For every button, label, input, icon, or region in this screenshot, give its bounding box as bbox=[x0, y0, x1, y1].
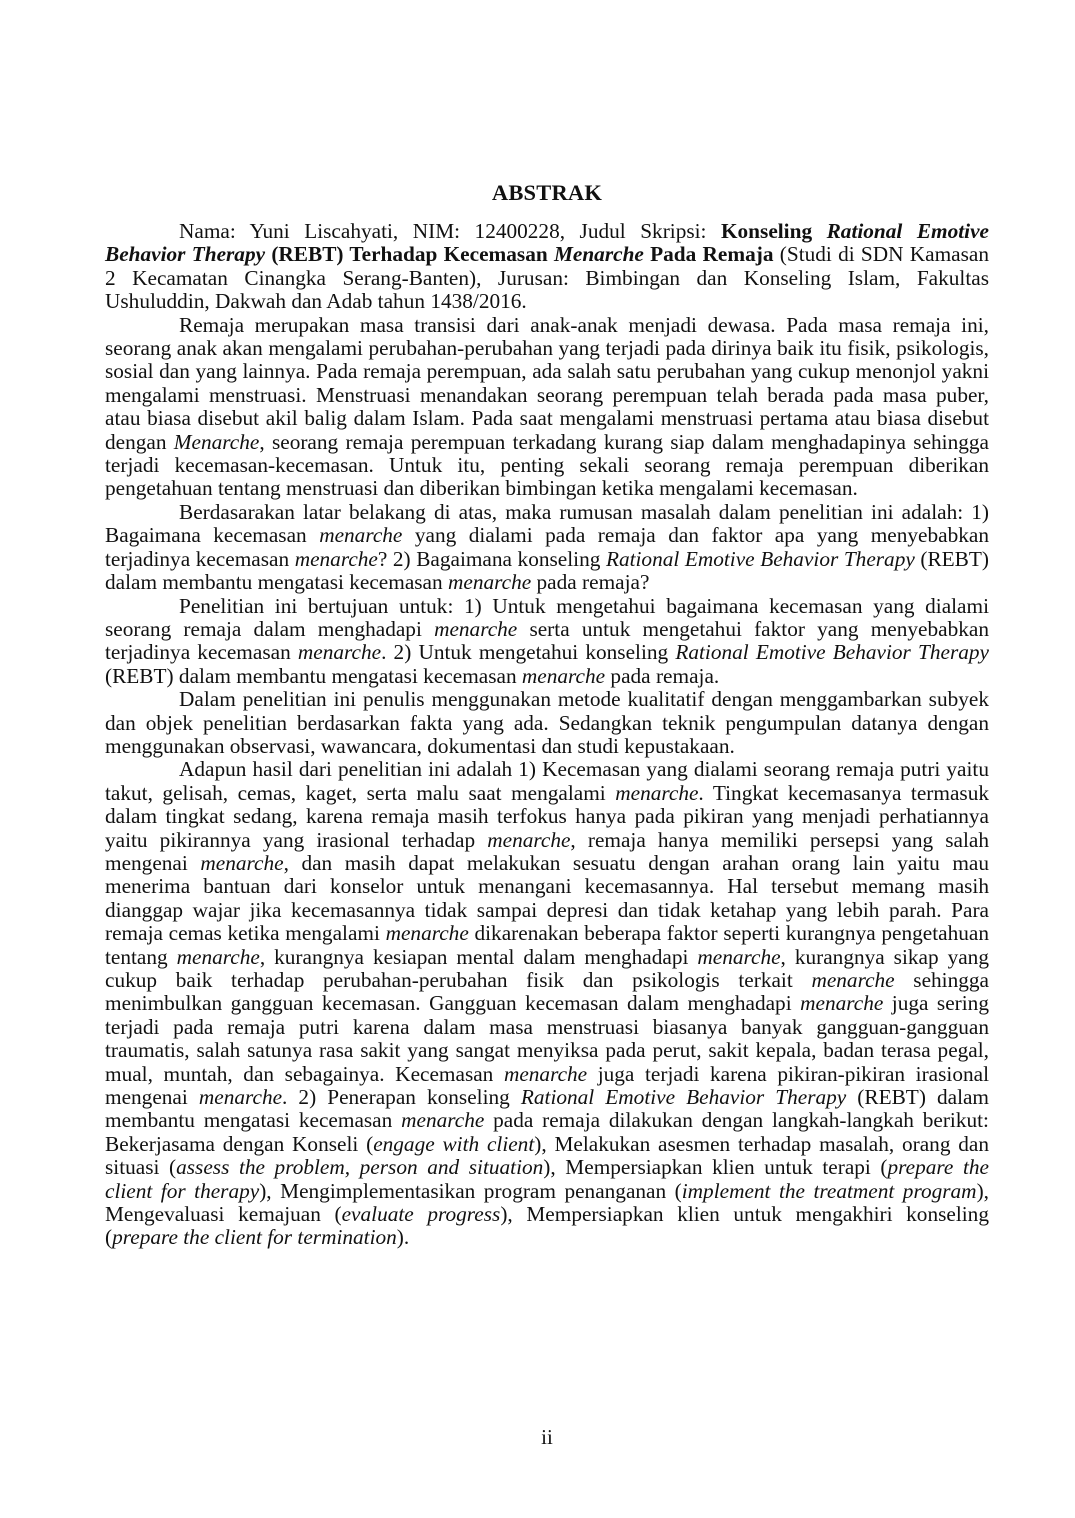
text-run: Rational Emotive Behavior Therapy bbox=[605, 546, 915, 571]
text-run: Penelitian ini bertujuan untuk: 1) Untuk mengetahui bagaimana kecemasan yang dialami seorang remaja dalam menghadapi bbox=[105, 593, 989, 641]
text-run: menarche bbox=[319, 523, 403, 548]
text-run: menarche bbox=[697, 944, 781, 969]
text-run: implement the treatment program bbox=[681, 1178, 977, 1203]
text-run: assess the problem, person and situation bbox=[176, 1155, 544, 1180]
text-run: pada remaja? bbox=[531, 570, 650, 595]
text-run: menarche bbox=[448, 570, 532, 595]
text-run: , kurangnya kesiapan mental dalam menghadapi bbox=[259, 944, 698, 969]
text-run: Rational Emotive Behavior Therapy bbox=[675, 640, 989, 665]
abstract-paragraph bbox=[105, 595, 989, 689]
text-run: engage with client bbox=[373, 1131, 535, 1156]
text-run: yang dialami pada remaja dan faktor apa yang menyebabkan terjadinya kecemasan bbox=[105, 523, 989, 571]
page-title: ABSTRAK bbox=[491, 180, 603, 205]
text-run: Menarche bbox=[173, 429, 260, 454]
text-run: menarche bbox=[503, 1061, 588, 1086]
abstract-paragraph bbox=[105, 314, 989, 501]
text-run: juga sering terjadi pada remaja putri karena dalam masa menstruasi biasanya banyak gangguan-gangguan traumatis, salah satunya rasa sakit yang sangat menyiksa pada perut, sakit kepala, badan terasa pegal, mual, muntah, dan sebagainya. Kecemasan bbox=[105, 991, 989, 1086]
abstract-paragraph bbox=[105, 220, 989, 314]
text-run: menarche bbox=[294, 546, 378, 571]
text-run: Menarche bbox=[553, 242, 644, 267]
text-run: ? 2) Bagaimana konseling bbox=[377, 546, 606, 571]
text-run: Remaja merupakan masa transisi dari anak-anak menjadi dewasa. Pada masa remaja ini, seorang anak akan mengalami perubahan-perubahan yang terjadi pada dirinya baik itu fisik, psikologis, sosial dan yang lainnya. Pada remaja perempuan, ada salah satu perubahan yang cukup menonjol yakni mengalami menstruasi. Menstruasi menandakan seorang perempuan telah berada pada masa puber, atau biasa disebut akil balig dalam Islam. Pada saat mengalami menstruasi pertama atau biasa disebut dengan bbox=[105, 312, 989, 454]
text-run: ), Melakukan asesmen terhadap masalah, orang dan situasi ( bbox=[105, 1131, 990, 1180]
text-run: menarche bbox=[401, 1108, 485, 1133]
text-run: pada remaja. bbox=[605, 663, 720, 688]
text-run: , kurangnya sikap yang cukup baik terhadap perubahan-perubahan fisik dan psikologis terkait bbox=[105, 944, 989, 992]
text-run: ). bbox=[396, 1225, 410, 1250]
text-run: prepare the client for termination bbox=[112, 1225, 397, 1250]
text-run: . Tingkat kecemasanya termasuk dalam tingkat sedang, karena remaja masih terfokus hanya pada pikiran yang menjadi perhatiannya yaitu pikirannya yang irasional terhadap bbox=[105, 780, 989, 852]
text-run: Adapun hasil dari penelitian ini adalah 1) Kecemasan yang dialami seorang remaja putri yaitu takut, gelisah, cemas, kaget, serta malu saat mengalami bbox=[105, 757, 989, 805]
text-run: Pada Remaja bbox=[643, 242, 774, 267]
abstract-paragraph bbox=[105, 758, 989, 1250]
page-number: ii bbox=[541, 1425, 553, 1449]
text-run: menarche bbox=[297, 640, 382, 665]
text-run: juga terjadi karena pikiran-pikiran irasional mengenai bbox=[105, 1061, 989, 1110]
text-run: menarche bbox=[176, 944, 260, 969]
text-run: Dalam penelitian ini penulis menggunakan metode kualitatif dengan menggambarkan subyek dan objek penelitian berdasarkan fakta yang ada. Sedangkan teknik pengumpulan datanya dengan menggunakan observasi, wawancara, dokumentasi dan studi kepustakaan. bbox=[105, 687, 989, 758]
text-run: ), Mempersiapkan klien untuk mengakhiri konseling ( bbox=[105, 1202, 989, 1250]
text-run: serta untuk mengetahui faktor yang menyebabkan terjadinya kecemasan bbox=[105, 616, 989, 665]
text-run: menarche bbox=[521, 663, 606, 688]
text-run: (REBT) dalam membantu mengatasi kecemasan bbox=[105, 546, 989, 595]
text-run: (Studi di SDN Kamasan 2 Kecamatan Cinangka Serang-Banten), Jurusan: Bimbingan dan Konseling Islam, Fakultas Ushuluddin, Dakwah dan Adab tahun 1438/2016. bbox=[105, 242, 989, 314]
abstract-body bbox=[105, 220, 989, 1250]
text-run: menarche bbox=[200, 850, 284, 875]
text-run: menarche bbox=[385, 921, 469, 946]
text-run: prepare the client for therapy bbox=[105, 1155, 989, 1203]
text-run: Rational Emotive Behavior Therapy bbox=[520, 1085, 847, 1110]
text-run: menarche bbox=[615, 780, 699, 805]
text-run: ), Mengimplementasikan program penanganan ( bbox=[259, 1178, 682, 1203]
text-run: menarche bbox=[811, 968, 895, 992]
text-run: , remaja hanya memiliki persepsi yang salah mengenai bbox=[105, 827, 989, 875]
text-run: pada remaja dilakukan dengan langkah-langkah berikut: Bekerjasama dengan Konseli ( bbox=[105, 1108, 989, 1156]
text-run: , dan masih dapat melakukan sesuatu dengan arahan orang lain yaitu mau menerima bantuan dari konselor untuk menangani kecemasannya. Hal tersebut memang masih dianggap wajar jika kecemasannya tidak sampai depresi dan tidak ketahap yang lebih parah. Para remaja cemas ketika mengalami bbox=[105, 850, 989, 946]
text-run: (REBT) dalam membantu mengatasi kecemasan bbox=[105, 663, 522, 688]
text-run: (REBT) Terhadap Kecemasan bbox=[265, 242, 554, 267]
abstract-paragraph bbox=[105, 688, 989, 758]
text-run: evaluate progress bbox=[341, 1202, 501, 1227]
text-run: . 2) Untuk mengetahui konseling bbox=[381, 640, 676, 665]
text-run: menarche bbox=[434, 616, 518, 641]
text-run: sehingga menimbulkan gangguan kecemasan. Gangguan kecemasan dalam menghadapi bbox=[105, 968, 989, 1016]
text-run: dikarenakan beberapa faktor seperti kurangnya pengetahuan tentang bbox=[105, 921, 989, 969]
text-run: Nama: Yuni Liscahyati, NIM: 12400228, Judul Skripsi: bbox=[179, 219, 721, 243]
text-run: menarche bbox=[800, 991, 884, 1016]
text-run: , seorang remaja perempuan terkadang kurang siap dalam menghadapinya sehingga terjadi kecemasan-kecemasan. Untuk itu, penting sekali seorang remaja perempuan diberikan pengetahuan tentang menstruasi dan diberikan bimbingan ketika mengalami kecemasan. bbox=[105, 429, 989, 501]
text-run: (REBT) dalam membantu mengatasi kecemasan bbox=[105, 1085, 990, 1133]
text-run: Rational Emotive Behavior Therapy bbox=[105, 219, 989, 267]
text-run: . 2) Penerapan konseling bbox=[282, 1085, 521, 1110]
text-run: menarche bbox=[198, 1085, 283, 1110]
text-run: Konseling bbox=[720, 219, 827, 243]
text-run: ), Mengevaluasi kemajuan ( bbox=[105, 1178, 989, 1227]
text-run: menarche bbox=[487, 827, 571, 852]
text-run: Berdasarakan latar belakang di atas, maka rumusan masalah dalam penelitian ini adalah: 1) Bagaimana kecemasan bbox=[105, 499, 989, 548]
abstract-paragraph bbox=[105, 501, 989, 595]
text-run: ), Mempersiapkan klien untuk terapi ( bbox=[543, 1155, 888, 1180]
